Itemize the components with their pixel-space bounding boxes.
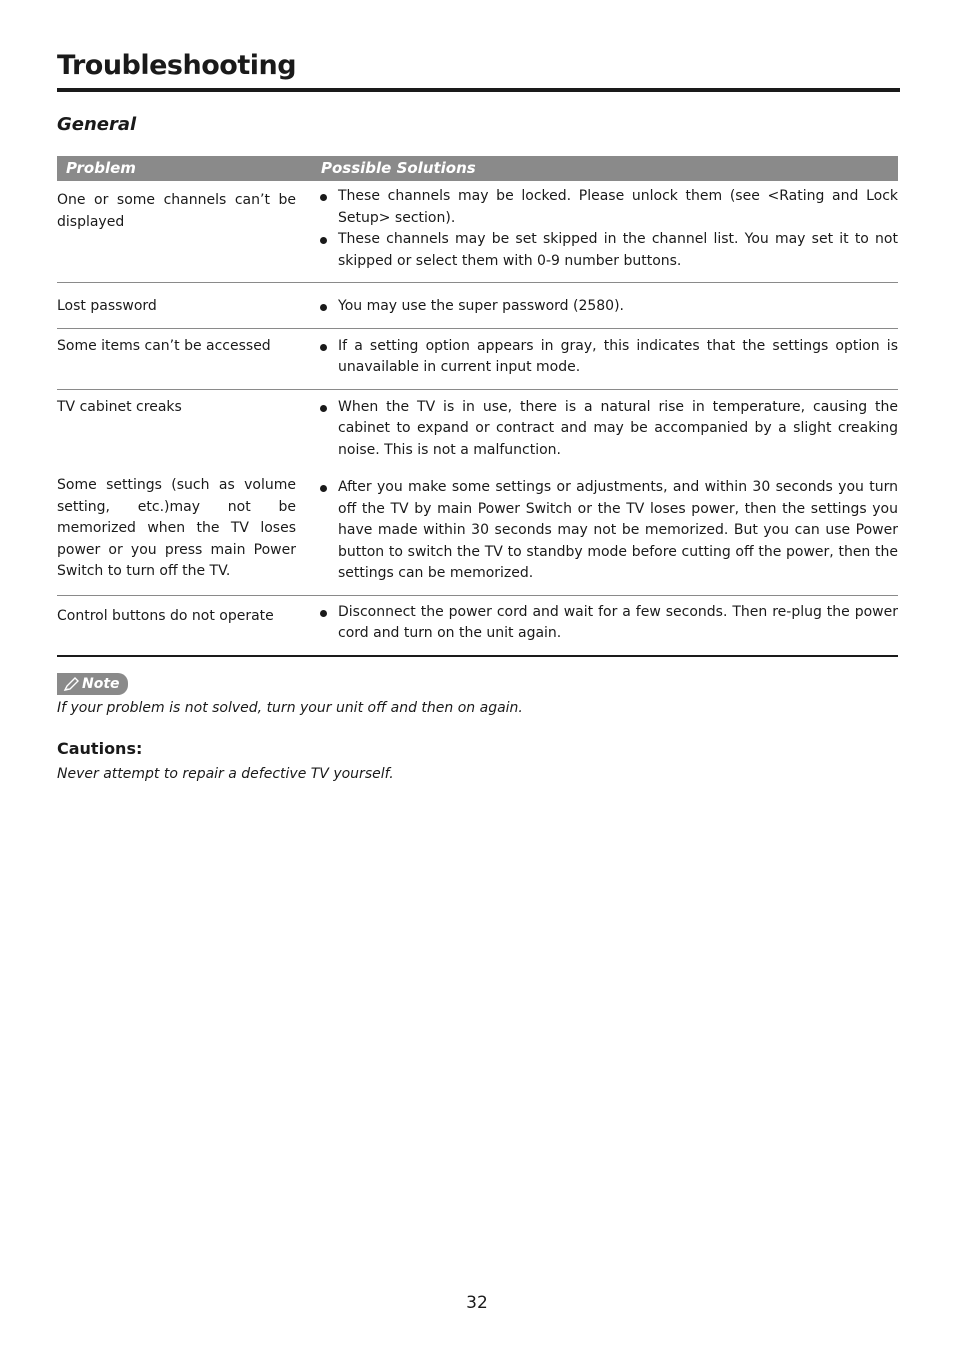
table-row xyxy=(57,595,898,656)
solutions-cell xyxy=(312,328,898,389)
pencil-icon xyxy=(63,677,80,692)
solution-item: Disconnect the power cord and wait for a few seconds. Then re-plug the power cord and turn on the unit again. xyxy=(312,602,898,645)
problem-text: Lost password xyxy=(57,298,157,314)
solution-item: These channels may be locked. Please unlock them (see <Rating and Lock Setup> section). xyxy=(312,186,898,229)
solution-item: When the TV is in use, there is a natural rise in temperature, causing the cabinet to expand or contract and may be accompanied by a slight creaking noise. This is not a malfunction. xyxy=(312,397,898,462)
solution-item: These channels may be set skipped in the channel list. You may set it to not skipped or select them with 0-9 number buttons. xyxy=(312,229,898,272)
problem-text: TV cabinet creaks xyxy=(57,398,182,415)
solution-item: You may use the super password (2580). xyxy=(312,296,898,318)
solution-item: If a setting option appears in gray, this indicates that the settings option is unavailable in current input mode. xyxy=(312,336,898,379)
problem-text: Some settings (such as volume setting, etc.)may not be memorized when the TV loses power or you press main Power Switch to turn off the TV. xyxy=(57,477,296,579)
problem-cell xyxy=(57,389,312,471)
problem-text: Control buttons do not operate xyxy=(57,607,274,624)
bullet-icon xyxy=(320,485,327,492)
bullet-icon xyxy=(320,194,327,201)
table-row xyxy=(57,471,898,595)
page-title: Troubleshooting xyxy=(57,50,297,81)
solutions-cell xyxy=(312,181,898,283)
problem-cell xyxy=(57,328,312,389)
bullet-icon xyxy=(320,610,327,617)
bullet-icon xyxy=(320,405,327,412)
cautions-title: Cautions: xyxy=(57,739,143,758)
troubleshooting-table xyxy=(57,156,898,657)
solutions-cell xyxy=(312,389,898,471)
bullet-icon xyxy=(320,344,327,351)
table-row xyxy=(57,283,898,329)
solutions-cell xyxy=(312,471,898,595)
note-text: If your problem is not solved, turn your unit off and then on again. xyxy=(57,700,523,716)
bullet-icon xyxy=(320,237,327,244)
problem-cell xyxy=(57,283,312,329)
problem-cell xyxy=(57,595,312,656)
table-row xyxy=(57,389,898,471)
table-row xyxy=(57,181,898,283)
problem-cell xyxy=(57,471,312,595)
header-problem: Problem xyxy=(57,156,312,181)
note-badge xyxy=(57,673,128,695)
section-title: General xyxy=(57,114,137,135)
bullet-icon xyxy=(320,304,327,311)
cautions-text: Never attempt to repair a defective TV yourself. xyxy=(57,766,394,782)
page-number: 32 xyxy=(466,1293,488,1313)
table-row xyxy=(57,328,898,389)
solutions-cell xyxy=(312,283,898,329)
note-label: Note xyxy=(82,676,120,692)
title-divider xyxy=(57,88,900,92)
header-solutions: Possible Solutions xyxy=(312,156,898,181)
solutions-cell xyxy=(312,595,898,656)
solution-item: After you make some settings or adjustments, and within 30 seconds you turn off the TV by main Power Switch or the TV loses power, then the settings you have made within 30 seconds may not be memorized. But you can use Power button to switch the TV to standby mode before cutting off the power, then the settings can be memorized. xyxy=(312,477,898,585)
problem-text: One or some channels can’t be displayed xyxy=(57,192,296,230)
problem-text: Some items can’t be accessed xyxy=(57,337,271,354)
table-header-row xyxy=(57,156,898,181)
problem-cell xyxy=(57,181,312,283)
